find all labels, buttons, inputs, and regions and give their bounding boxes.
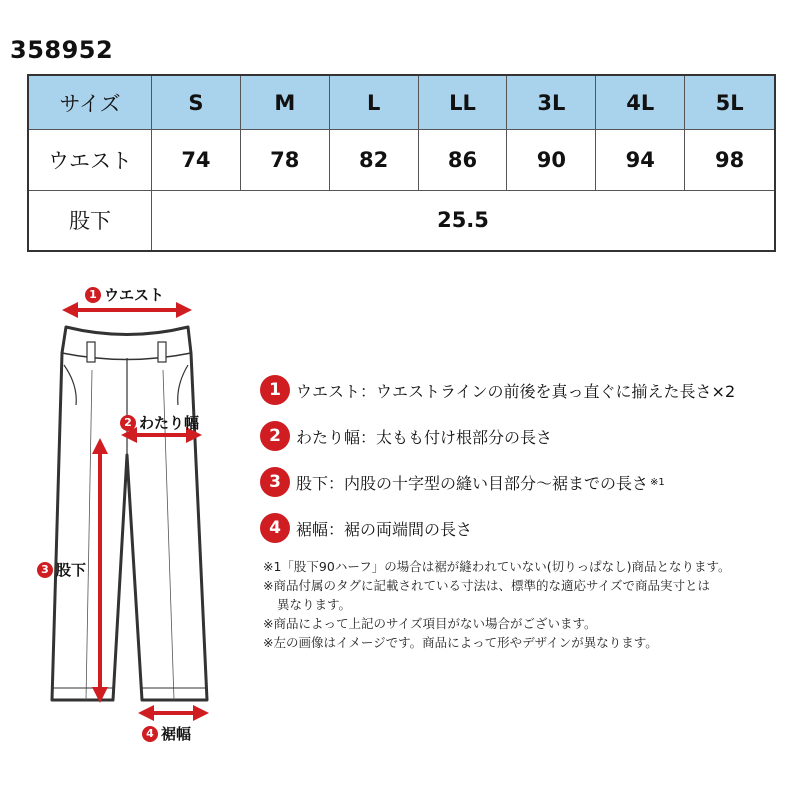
size-cell: S [152, 75, 241, 130]
legend-item-waist [260, 373, 780, 407]
size-header-row [28, 75, 775, 130]
size-cell: 5L [685, 75, 775, 130]
waist-value: 98 [685, 130, 775, 190]
number-badge: 4 [142, 726, 158, 742]
size-table [27, 74, 776, 252]
hem-callout [142, 725, 191, 743]
legend-item-hem [260, 511, 780, 545]
pants-diagram [0, 280, 240, 750]
inseam-label: 股下 [28, 190, 152, 251]
measurement-legend [260, 373, 780, 557]
size-cell: 4L [596, 75, 685, 130]
legend-desc: ：裾の両端間の長さ [328, 519, 473, 539]
note-line: ※左の画像はイメージです。商品によって形やデザインが異なります。 [263, 635, 658, 650]
note-line: ※商品付属のタグに記載されている寸法は、標準的な適応サイズで商品実寸とは [263, 578, 710, 593]
legend-item-thigh [260, 419, 780, 453]
number-badge: 3 [260, 467, 290, 497]
waist-callout [85, 286, 164, 304]
size-cell: M [240, 75, 329, 130]
callout-text: 裾幅 [161, 725, 192, 743]
thigh-callout [120, 414, 199, 432]
waist-value: 74 [152, 130, 241, 190]
note-line: 異なります。 [277, 597, 352, 612]
notes [263, 557, 783, 652]
waist-value: 94 [596, 130, 685, 190]
size-cell: 3L [507, 75, 596, 130]
waist-value: 90 [507, 130, 596, 190]
product-code: 358952 [10, 36, 114, 64]
note-line: ※商品によって上記のサイズ項目がない場合がございます。 [263, 616, 597, 631]
waist-value: 78 [240, 130, 329, 190]
legend-term: わたり幅 [296, 427, 361, 447]
number-badge: 4 [260, 513, 290, 543]
number-badge: 1 [260, 375, 290, 405]
waist-label: ウエスト [28, 130, 152, 190]
number-badge: 3 [37, 562, 53, 578]
callout-text: わたり幅 [139, 414, 200, 432]
number-badge: 2 [260, 421, 290, 451]
number-badge: 1 [85, 287, 101, 303]
waist-value: 82 [329, 130, 418, 190]
note-line: ※1「股下90ハーフ」の場合は裾が縫われていない(切りっぱなし)商品となります。 [263, 559, 731, 574]
callout-text: ウエスト [104, 286, 165, 304]
inseam-row [28, 190, 775, 251]
legend-footnote-mark: ※1 [650, 476, 665, 488]
number-badge: 2 [120, 415, 136, 431]
size-header-label: サイズ [28, 75, 152, 130]
size-cell: LL [418, 75, 507, 130]
size-cell: L [329, 75, 418, 130]
pants-illustration [0, 280, 240, 750]
legend-term: 股下 [296, 473, 329, 493]
waist-row [28, 130, 775, 190]
legend-term: ウエスト [296, 381, 361, 401]
legend-desc: ：太もも付け根部分の長さ [360, 427, 553, 447]
inseam-value: 25.5 [152, 190, 776, 251]
inseam-callout [37, 561, 86, 579]
legend-term: 裾幅 [296, 519, 329, 539]
callout-text: 股下 [56, 561, 87, 579]
legend-item-inseam [260, 465, 780, 499]
waist-value: 86 [418, 130, 507, 190]
legend-desc: ：ウエストラインの前後を真っ直ぐに揃えた長さ×2 [360, 381, 736, 401]
legend-desc: ：内股の十字型の縫い目部分～裾までの長さ [328, 473, 649, 493]
